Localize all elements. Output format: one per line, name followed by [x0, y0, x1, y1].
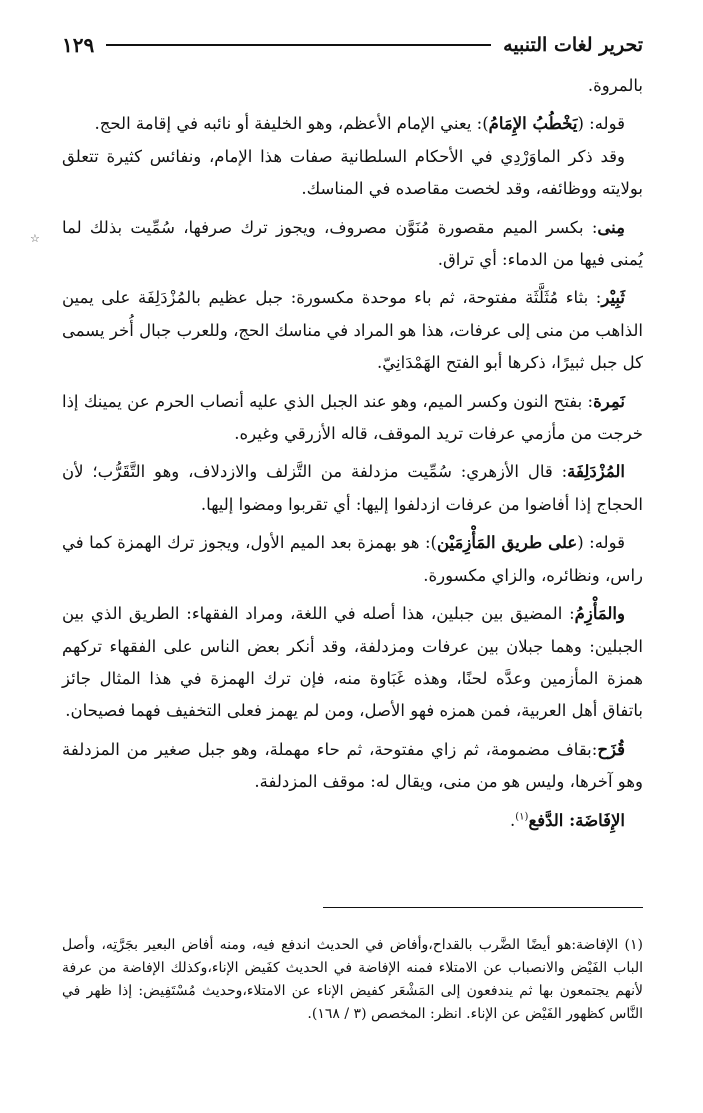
entry-term: والمَأْزِمُ	[574, 604, 625, 624]
paragraph: قوله: (يَخْطُبُ الإِمَامُ): يعني الإمام الأعظم، وهو الخليفة أو نائبه في إقامة الحج.	[94, 114, 625, 134]
book-title: تحرير لغات التنبيه	[503, 34, 643, 56]
page-number: ١٢٩	[62, 33, 95, 57]
paragraph: والمَأْزِمُ: المضيق بين جبلين، هذا أصله في اللغة، ومراد الفقهاء: الطريق الذي بين الجبلين: وهما جبلان بين عرفات ومزدلفة، وقد أنكر بعض الناس على الفقهاء تركهم همزة المأزمين وعدَّه لحنًا، وهذه غَبَاوة منه، فإن ترك الهمزة في هذا المثال جائز باتفاق أهل العربية، فمن همزه فهو الأصل، ومن لم يهمز فعلى التخفيف فهما فصيحان.	[62, 604, 643, 721]
entry-term: قُزَح	[597, 739, 625, 759]
running-header	[62, 26, 643, 64]
margin-star-icon: ☆	[30, 232, 40, 245]
entry-term: ثَبِيْر	[601, 288, 625, 308]
main-text	[62, 70, 643, 837]
paragraph: بالمروة.	[587, 76, 643, 95]
footnote-reference[interactable]: (١)	[515, 811, 529, 823]
paragraph: ثَبِيْر: بثاء مُثَلَّثَة مفتوحة، ثم باء موحدة مكسورة: جبل عظيم بالمُزْدَلِفَة على يمين الذاهب من منى إلى عرفات، هذا هو المراد في مناسك الحج، وللعرب جبال أُخر يسمى كل جبل ثبيرًا، ذكرها أبو الفتح الهَمْدَانِيّ.	[62, 288, 643, 373]
paragraph: وقد ذكر الماوَرْدِي في الأحكام السلطانية صفات هذا الإمام، ونفائس كثيرة تتعلق بولايته ووظائفه، وقد لخصت مقاصده في المناسك.	[62, 146, 643, 199]
paragraph: قُزَح:بقاف مضمومة، ثم زاي مفتوحة، ثم حاء مهملة، وهو جبل صغير من المزدلفة وهو آخرها، وليس هو من منى، ويقال له: موقف المزدلفة.	[62, 739, 643, 792]
paragraph: قوله: (على طريق المَأْزِمَيْن): هو بهمزة بعد الميم الأول، ويجوز ترك الهمزة كما في راس، ونظائره، والزاي مكسورة.	[62, 533, 643, 585]
paragraph: الإِفَاضَة: الدَّفع$^{(١)}$.	[510, 810, 625, 830]
footnote	[62, 934, 643, 1026]
entry-term: نَمِرة	[593, 391, 625, 411]
paragraph: المُزْدَلِفَة: قال الأزهري: سُمِّيت مزدلفة من التَّزلف والازدلاف، وهو التَّقَرُّب؛ لأن الحجاج إذا أفاضوا من عرفات ازدلفوا إليها: أي تقربوا ومضوا إليها.	[62, 462, 643, 514]
footnote-divider	[323, 907, 643, 908]
paragraph: نَمِرة: بفتح النون وكسر الميم، وهو عند الجبل الذي عليه أنصاب الحرم عن يمينك إذا خرجت من مأزمي عرفات تريد الموقف، قاله الأزرقي وغيره.	[62, 391, 643, 444]
entry-term: يَخْطُبُ الإِمَامُ	[488, 114, 578, 134]
entry-term: المُزْدَلِفَة	[567, 462, 625, 482]
entry-term: على طريق المَأْزِمَيْن	[437, 533, 578, 553]
entry-term: مِنى	[597, 217, 625, 237]
header-rule	[106, 44, 491, 46]
entry-term: الإِفَاضَة: الدَّفع	[528, 810, 625, 830]
paragraph: مِنى: بكسر الميم مقصورة مُنَوَّن مصروف، ويجوز ترك صرفها، سُمِّيت بذلك لما يُمنى فيها من الدماء: أي تراق.	[62, 217, 643, 270]
footnote-text: (١) الإفاضة:هو أيضًا الضَّرب بالقداح،وأفاض في الحديث اندفع فيه، ومنه أفاض البعير بجَرَّتِه، وأصل الباب الفَيْض والانصباب عن الامتلاء فمنه الإفاضة في الحديث كفَيض الإناء،وكذلك الإفاضة من عرفة لأنهم يجتمعون بها ثم يندفعون إلى المَشْعَر كفيض الإناء عن الامتلاء،وحديث مُسْتَفِيض: إذا ظهر في النَّاس كظهور الفَيْض عن الإناء. انظر: المخصص (٣ / ١٦٨).	[62, 937, 643, 1022]
